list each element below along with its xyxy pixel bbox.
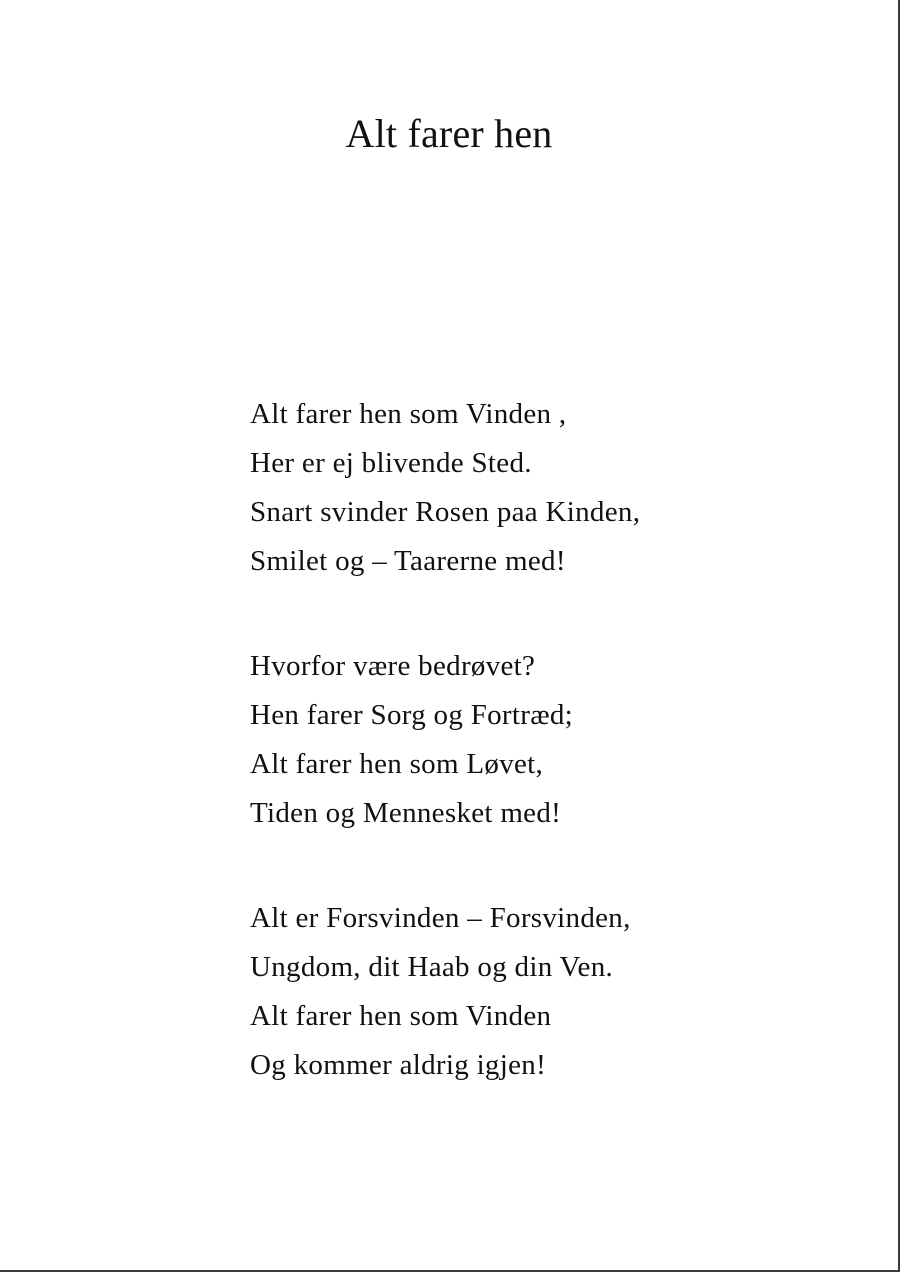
stanza-2 [250, 642, 850, 838]
poem-line: Tiden og Mennesket med! [250, 797, 562, 829]
poem-line: Alt er Forsvinden – Forsvinden, [250, 902, 631, 934]
poem-line: Her er ej blivende Sted. [250, 447, 532, 479]
poem-line: Alt farer hen som Vinden [250, 1000, 552, 1032]
poem-line: Alt farer hen som Løvet, [250, 748, 544, 780]
stanza-3 [250, 894, 850, 1090]
poem-line: Snart svinder Rosen paa Kinden, [250, 496, 641, 528]
poem-line: Og kommer aldrig igjen! [250, 1049, 547, 1081]
poem-line: Hvorfor være bedrøvet? [250, 650, 536, 682]
poem-body [250, 390, 850, 1090]
poem-title: Alt farer hen [345, 111, 553, 156]
stanza-1 [250, 390, 850, 586]
poem-line: Alt farer hen som Vinden , [250, 398, 567, 430]
poem-line: Hen farer Sorg og Fortræd; [250, 699, 573, 731]
poem-line: Smilet og – Taarerne med! [250, 545, 566, 577]
poem-line: Ungdom, dit Haab og din Ven. [250, 951, 614, 983]
